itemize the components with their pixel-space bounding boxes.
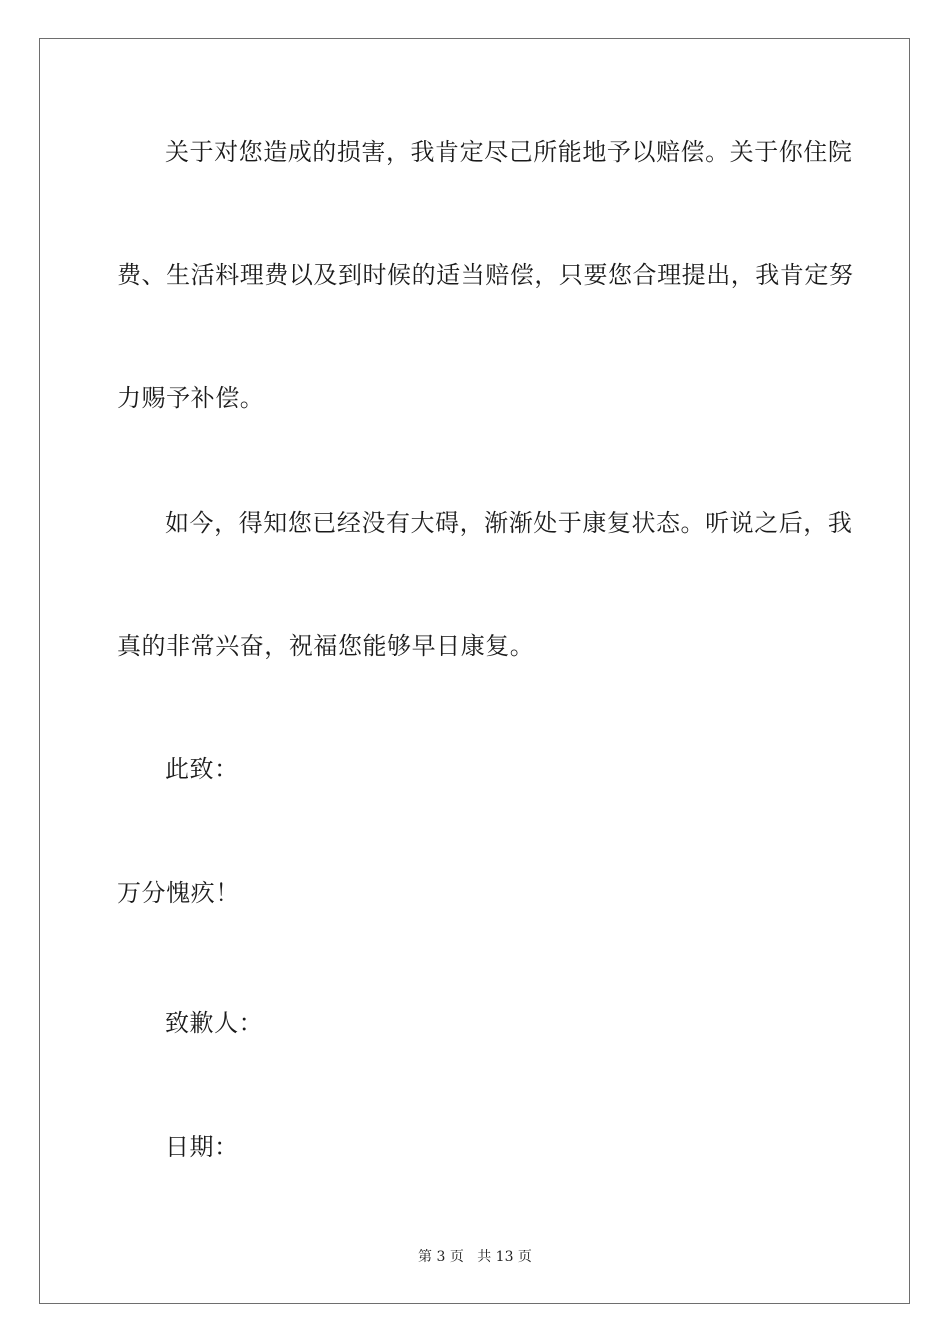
paragraph-1-line-3: 力赐予补偿。 <box>117 384 265 412</box>
closing-phrase: 万分愧疚！ <box>117 879 240 907</box>
paragraph-2-line-2: 真的非常兴奋，祝福您能够早日康复。 <box>117 632 535 660</box>
paragraph-2-line-1: 如今，得知您已经没有大碍，渐渐处于康复状态。听说之后，我 <box>165 509 853 537</box>
closing-salutation: 此致： <box>165 755 239 783</box>
paragraph-1-line-1: 关于对您造成的损害，我肯定尽己所能地予以赔偿。关于你住院 <box>165 138 853 166</box>
page-total: 共 13 页 <box>477 1249 532 1265</box>
paragraph-1-line-2: 费、生活料理费以及到时候的适当赔偿，只要您合理提出，我肯定努 <box>117 261 854 289</box>
date-label: 日期： <box>165 1133 239 1161</box>
page-footer <box>0 1248 950 1266</box>
signature-label: 致歉人： <box>165 1009 264 1037</box>
page-number: 第 3 页 <box>418 1249 464 1265</box>
page-border <box>39 38 910 1304</box>
